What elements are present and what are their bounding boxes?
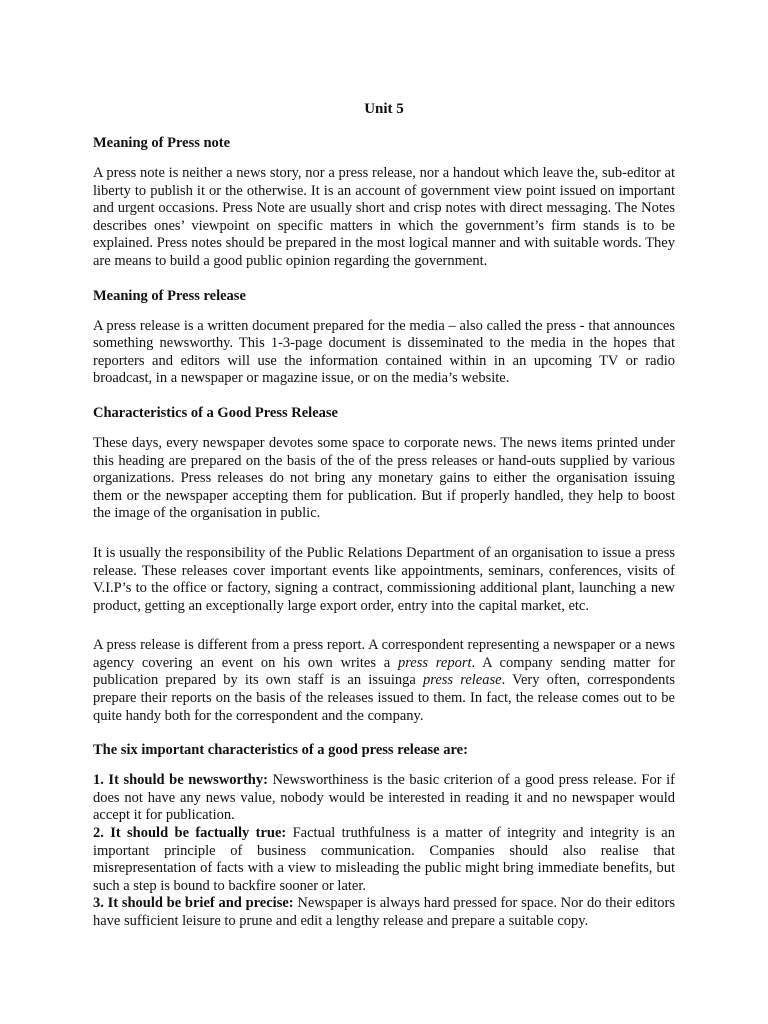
characteristics-heading: Characteristics of a Good Press Release xyxy=(93,404,338,421)
unit-title: Unit 5 xyxy=(364,101,404,117)
characteristic-label: 3. It should be brief and precise: xyxy=(93,895,294,912)
characteristics-para-1: These days, every newspaper devotes some space to corporate news. The news items printed under this heading are prepared on the basis of the of the press releases or hand-outs supplied by various organizations. Press releases do not bring any monetary gains to either the organisation issuing them or the newspaper accepting them for publication. But if properly handled, they help to boost the image of the organisation in public. xyxy=(93,434,675,522)
six-characteristics-heading: The six important characteristics of a good press release are: xyxy=(93,742,468,759)
characteristics-para-3 xyxy=(93,637,675,725)
characteristic-item-3 xyxy=(93,895,675,930)
para3-text-b: . A company sending matter for publication prepared by its own staff is an issuinga xyxy=(93,654,675,689)
para3-text-a: A press release is different from a press report. A correspondent representing a newspaper or a news agency covering an event on his own writes a xyxy=(93,637,675,671)
characteristic-text: Factual truthfulness is a matter of integrity and integrity is an important principle of business communication. Companies should also realise that misrepresentation of facts with a view to misleading the public might bring immediate benefits, but such a step is bound to backfire sooner or later. xyxy=(93,825,675,894)
characteristic-item-1 xyxy=(93,772,675,825)
characteristic-label: 2. It should be factually true: xyxy=(93,825,287,842)
characteristic-text: Newsworthiness is the basic criterion of a good press release. For if does not have any news value, nobody would be interested in reading it and no newspaper would accept it for publication. xyxy=(93,772,675,824)
press-release-heading: Meaning of Press release xyxy=(93,287,246,304)
characteristics-para-2: It is usually the responsibility of the Public Relations Department of an organisation to issue a press release. These releases cover important events like appointments, seminars, conferences, visits of V.I.P’s to the office or factory, signing a contract, commissioning additional plant, launching a new product, getting an exceptionally large export order, entry into the capital market, etc. xyxy=(93,544,675,614)
press-note-heading: Meaning of Press note xyxy=(93,135,231,151)
characteristic-label: 1. It should be newsworthy: xyxy=(93,772,268,789)
characteristic-item-2 xyxy=(93,825,675,895)
para3-text-c: . Very often, correspondents prepare their reports on the basis of the releases issued to them. In fact, the release comes out to be quite handy both for the correspondent and the company. xyxy=(93,672,675,724)
press-report-term: press report xyxy=(397,654,472,671)
press-release-body: A press release is a written document prepared for the media – also called the press - that announces something newsworthy. This 1-3-page document is disseminated to the media in the hopes that reporters and editors will use the information contained within in an upcoming TV or radio broadcast, in a newspaper or magazine issue, or on the media’s website. xyxy=(93,317,675,387)
press-release-term: press release xyxy=(422,672,502,689)
characteristic-text: Newspaper is always hard pressed for space. Nor do their editors have sufficient leisure to prune and edit a lengthy release and prepare a suitable copy. xyxy=(93,895,675,929)
press-note-body: A press note is neither a news story, nor a press release, nor a handout which leave the, sub-editor at liberty to publish it or the otherwise. It is an account of government view point issued on important and urgent occasions. Press Note are usually short and crisp notes with direct messaging. The Notes describes ones’ viewpoint on specific matters in which the government’s firm stands is to be explained. Press notes should be prepared in the most logical manner and with suitable words. They are means to build a good public opinion regarding the government. xyxy=(93,165,675,269)
